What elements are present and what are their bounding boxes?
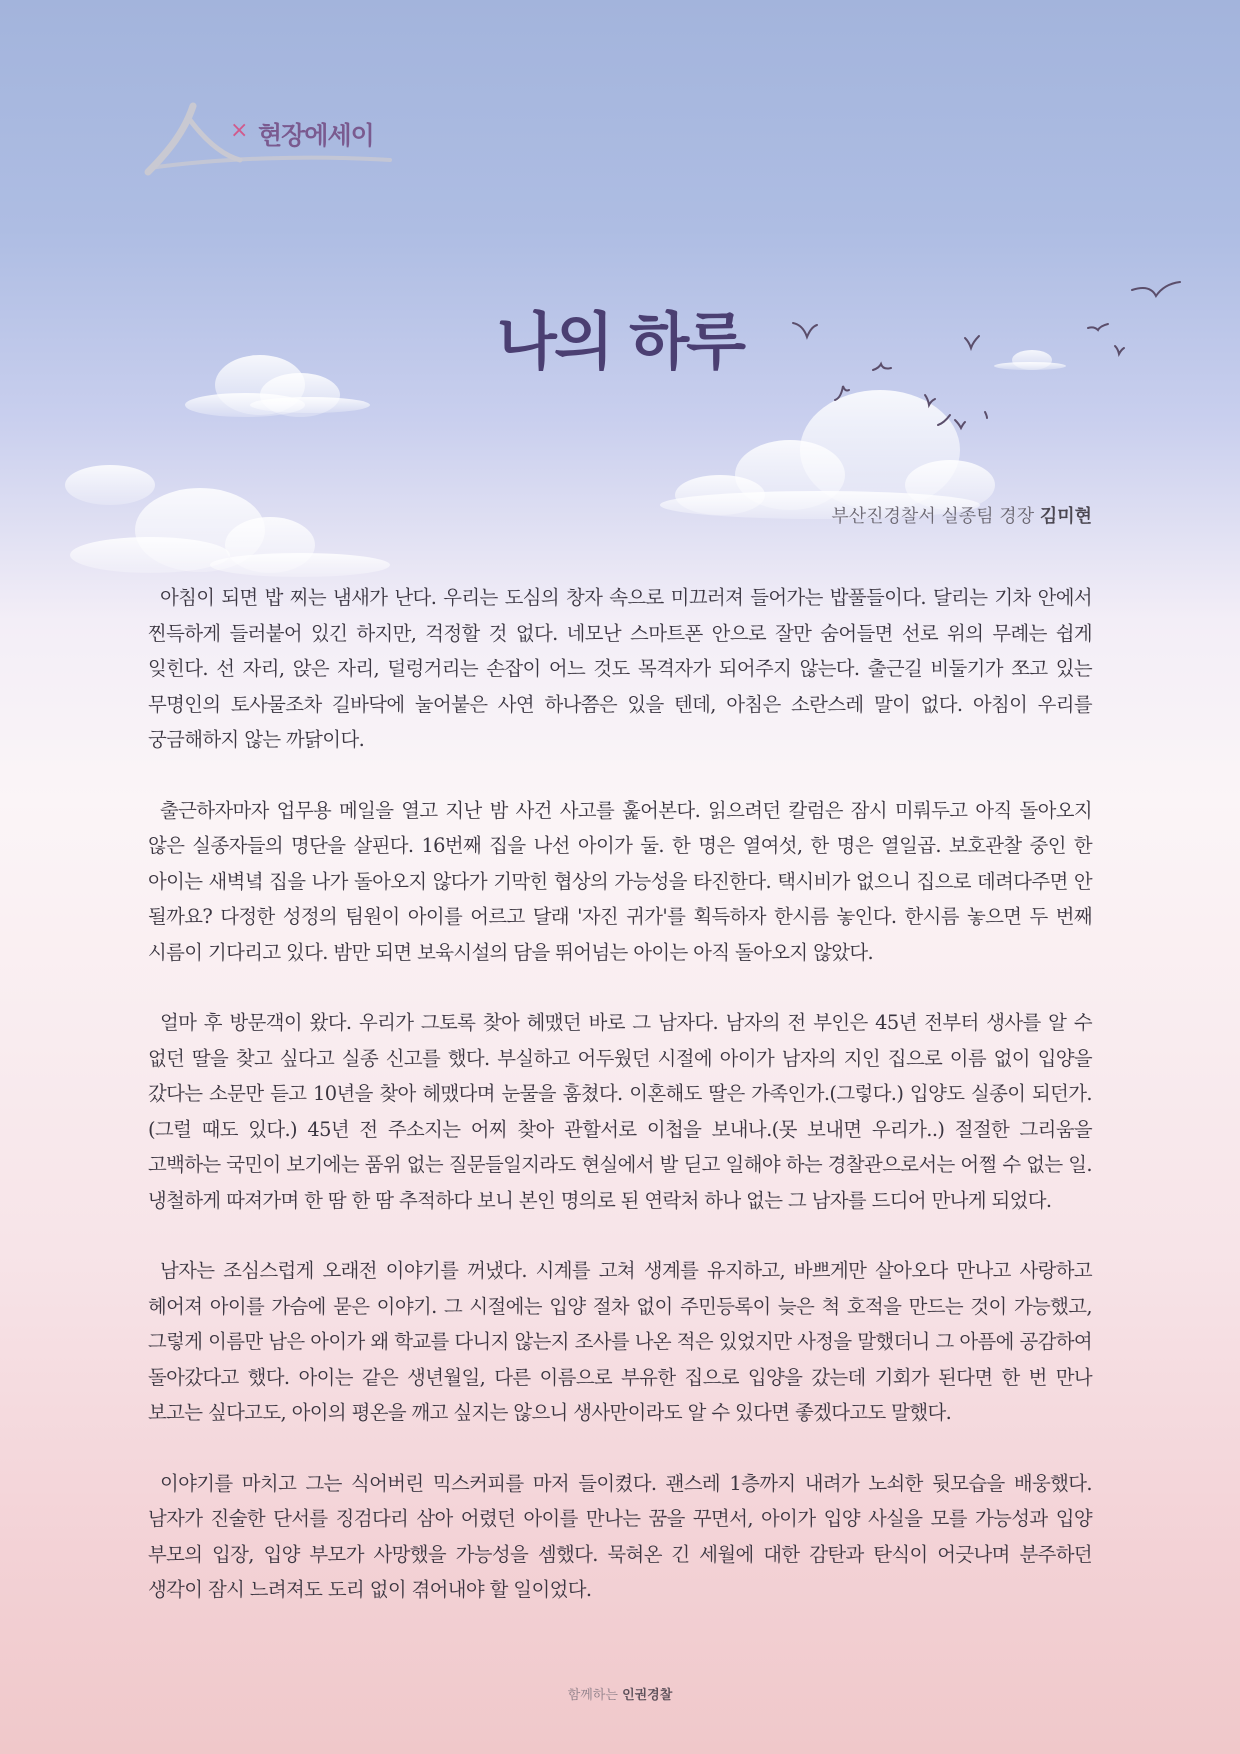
cloud-left-lower xyxy=(65,465,390,577)
paragraph: 아침이 되면 밥 찌는 냄새가 난다. 우리는 도심의 창자 속으로 미끄러져 들어가는 밥풀들이다. 달리는 기차 안에서 찐득하게 들러붙어 있긴 하지만, 걱정할 것 없다. 네모난 스마트폰 안으로 잘만 숨어들면 선로 위의 무례는 쉽게 잊힌다. 선 자리, 앉은 자리, 덜렁거리는 손잡이 어느 것도 목격자가 되어주지 않는다. 출근길 비둘기가 쪼고 있는 무명인의 토사물조차 길바닥에 눌어붙은 사연 하나쯤은 있을 텐데, 아침은 소란스레 말이 없다. 아침이 우리를 궁금해하지 않는 까닭이다. xyxy=(148,586,1092,751)
footer-brand xyxy=(0,1684,1240,1703)
byline xyxy=(831,502,1092,528)
section-label: 현장에세이 xyxy=(258,121,374,150)
footer-brand-name: 인권경찰 xyxy=(622,1688,673,1703)
article-body xyxy=(148,580,1092,1643)
paragraph: 남자는 조심스럽게 오래전 이야기를 꺼냈다. 시계를 고쳐 생계를 유지하고, 바쁘게만 살아오다 만나고 사랑하고 헤어져 아이를 가슴에 묻은 이야기. 그 시절에는 입양 절차 없이 주민등록이 늦은 척 호적을 만드는 것이 가능했고, 그렇게 이름만 남은 아이가 왜 학교를 다니지 않는지 조사를 나온 적은 있었지만 사정을 말했더니 그 아픔에 공감하여 돌아갔다고 했다. 아이는 같은 생년월일, 다른 이름으로 부유한 집으로 입양을 갔는데 기회가 된다면 한 번 만나 보고는 싶다고도, 아이의 평온을 깨고 싶지는 않으니 생사만이라도 알 수 있다면 좋겠다고도 말했다. xyxy=(148,1259,1092,1424)
cloud-right-large xyxy=(660,390,995,519)
paragraph: 이야기를 마치고 그는 식어버린 믹스커피를 마저 들이켰다. 괜스레 1층까지 내려가 노쇠한 뒷모습을 배웅했다. 남자가 진술한 단서를 징검다리 삼아 어렸던 아이를 만나는 꿈을 꾸면서, 아이가 입양 사실을 모를 가능성과 입양 부모의 입장, 입양 부모가 사망했을 가능성을 셈했다. 묵혀온 긴 세월에 대한 감탄과 탄식이 어긋나며 분주하던 생각이 잠시 느려져도 도리 없이 겪어내야 할 일이었다. xyxy=(148,1471,1092,1601)
byline-author-name: 김미현 xyxy=(1039,506,1092,527)
section-mark: × xyxy=(230,118,249,143)
paragraph: 얼마 후 방문객이 왔다. 우리가 그토록 찾아 헤맸던 바로 그 남자다. 남자의 전 부인은 45년 전부터 생사를 알 수 없던 딸을 찾고 싶다고 실종 신고를 했다. 부실하고 어두웠던 시절에 아이가 남자의 지인 집으로 이름 없이 입양을 갔다는 소문만 듣고 10년을 찾아 헤맸다며 눈물을 훔쳤다. 이혼해도 딸은 가족인가.(그렇다.) 입양도 실종이 되던가.(그럴 때도 있다.) 45년 전 주소지는 어찌 찾아 관할서로 이첩을 보내나.(못 보내면 우리가..) 절절한 그리움을 고백하는 국민이 보기에는 품위 없는 질문들일지라도 현실에서 발 딛고 일해야 하는 경찰관으로서는 어쩔 수 없는 일. 냉철하게 따져가며 한 땀 한 땀 추적하다 보니 본인 명의로 된 연락처 하나 없는 그 남자를 드디어 만나게 되었다. xyxy=(148,1011,1092,1212)
page-title: 나의 하루 xyxy=(496,305,744,378)
paragraph: 출근하자마자 업무용 메일을 열고 지난 밤 사건 사고를 훑어본다. 읽으려던 칼럼은 잠시 미뤄두고 아직 돌아오지 않은 실종자들의 명단을 살핀다. 16번째 집을 나선 아이가 둘. 한 명은 열여섯, 한 명은 열일곱. 보호관찰 중인 한 아이는 새벽녘 집을 나가 돌아오지 않다가 기막힌 협상의 가능성을 타진한다. 택시비가 없으니 집으로 데려다주면 안 될까요? 다정한 성정의 팀원이 아이를 어르고 달래 '자진 귀가'를 획득하자 한시름 놓인다. 한시름 놓으면 두 번째 시름이 기다리고 있다. 밤만 되면 보육시설의 담을 뛰어넘는 아이는 아직 돌아오지 않았다. xyxy=(148,798,1092,964)
byline-affiliation: 부산진경찰서 실종팀 경장 xyxy=(831,506,1035,527)
footer-prefix: 함께하는 xyxy=(567,1688,618,1703)
